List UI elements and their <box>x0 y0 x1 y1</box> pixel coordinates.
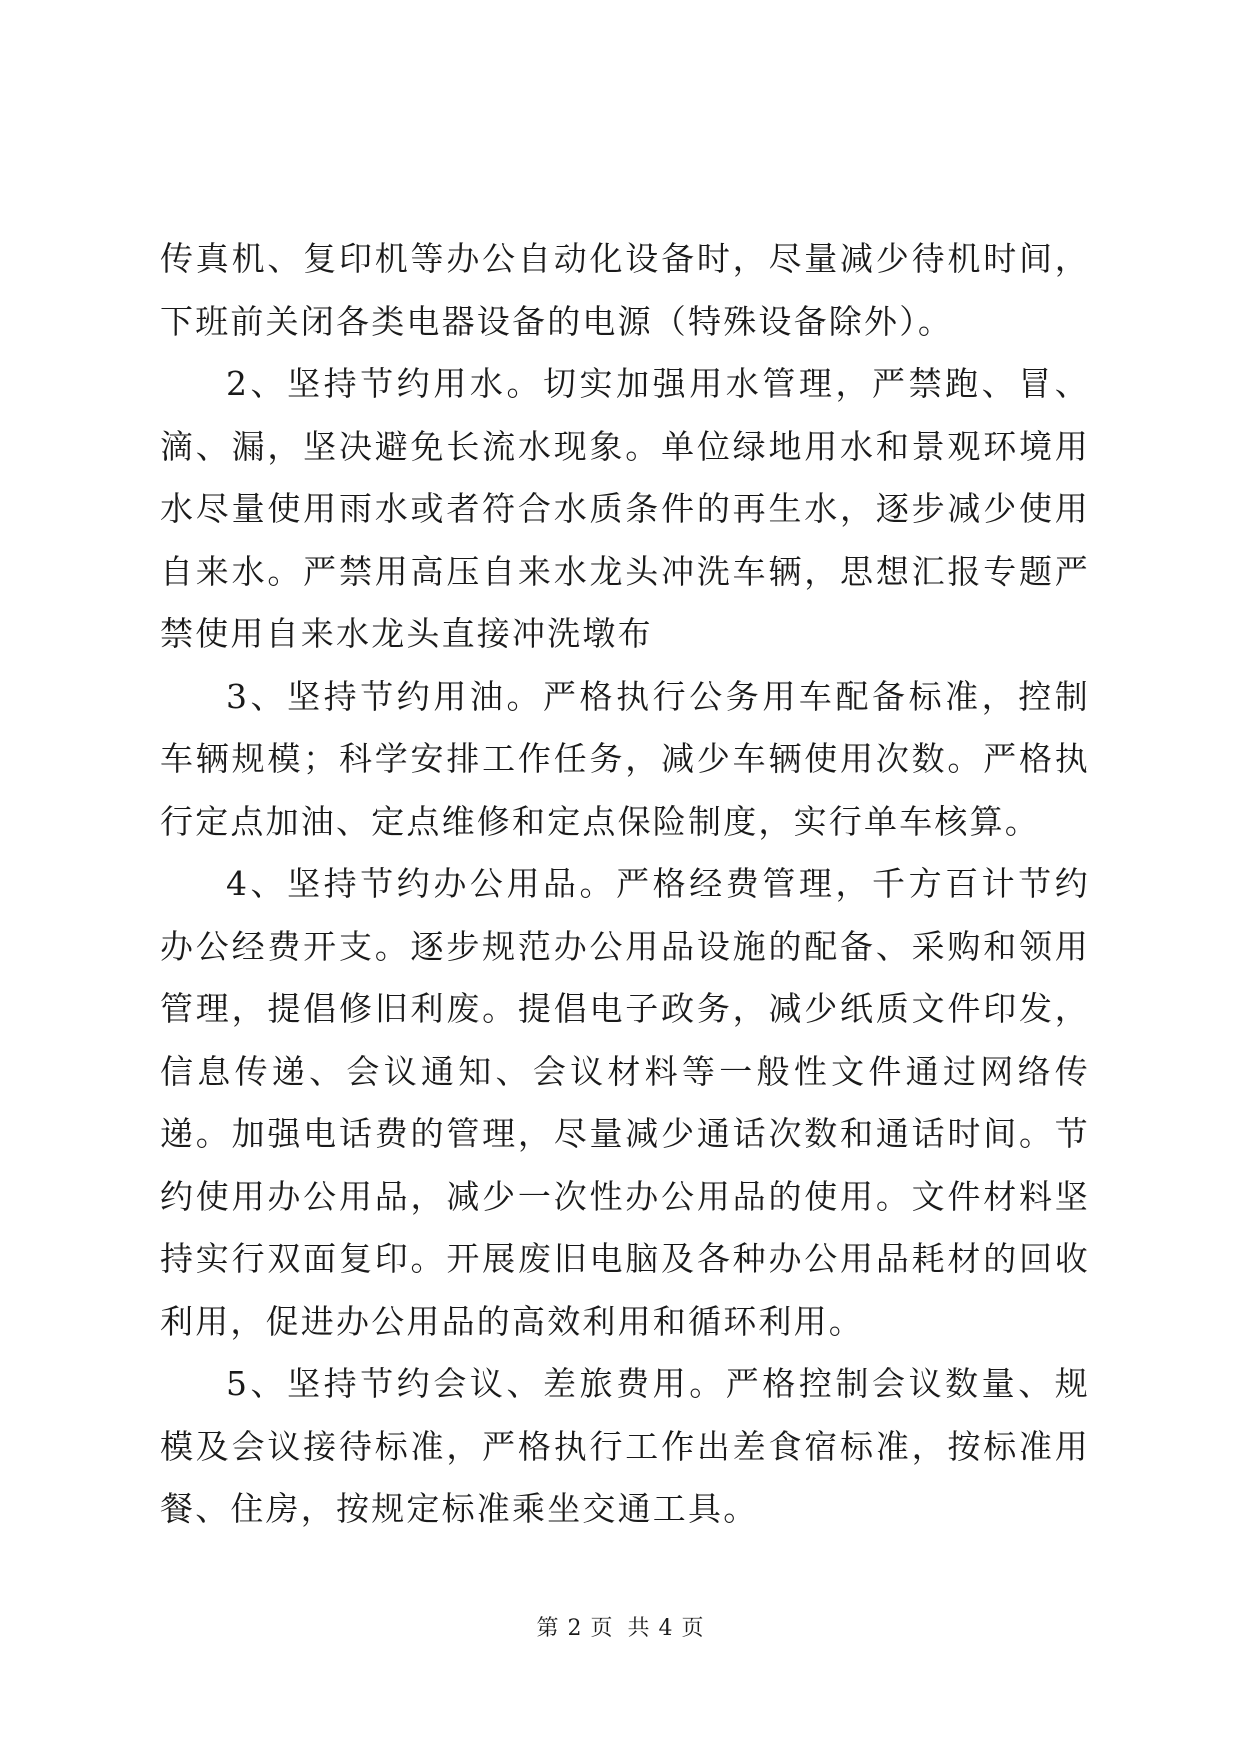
paragraph-item-3-fuel: 3、坚持节约用油。严格执行公务用车配备标准，控制车辆规模；科学安排工作任务，减少车辆使用次数。严格执行定点加油、定点维修和定点保险制度，实行单车核算。 <box>160 676 1090 841</box>
paragraph-item-2-water: 2、坚持节约用水。切实加强用水管理，严禁跑、冒、滴、漏，坚决避免长流水现象。单位绿地用水和景观环境用水尽量使用雨水或者符合水质条件的再生水，逐步减少使用自来水。严禁用高压自来水龙头冲洗车辆，思想汇报专题严禁使用自来水龙头直接冲洗墩布 <box>160 364 1090 653</box>
document-body <box>160 228 1090 1541</box>
paragraph-continuation: 传真机、复印机等办公自动化设备时，尽量减少待机时间，下班前关闭各类电器设备的电源（特殊设备除外）。 <box>160 239 1090 341</box>
paragraph-item-5-meetings-travel: 5、坚持节约会议、差旅费用。严格控制会议数量、规模及会议接待标准，严格执行工作出差食宿标准，按标准用餐、住房，按规定标准乘坐交通工具。 <box>160 1364 1090 1528</box>
paragraph-item-4-office-supplies: 4、坚持节约办公用品。严格经费管理，千方百计节约办公经费开支。逐步规范办公用品设施的配备、采购和领用管理，提倡修旧利废。提倡电子政务，减少纸质文件印发，信息传递、会议通知、会议材料等一般性文件通过网络传递。加强电话费的管理，尽量减少通话次数和通话时间。节约使用办公用品，减少一次性办公用品的使用。文件材料坚持实行双面复印。开展废旧电脑及各种办公用品耗材的回收利用，促进办公用品的高效利用和循环利用。 <box>160 864 1090 1341</box>
page-total: 共 4 页 <box>627 1616 705 1641</box>
page-footer <box>0 1614 1241 1644</box>
page-number: 第 2 页 <box>536 1616 614 1641</box>
